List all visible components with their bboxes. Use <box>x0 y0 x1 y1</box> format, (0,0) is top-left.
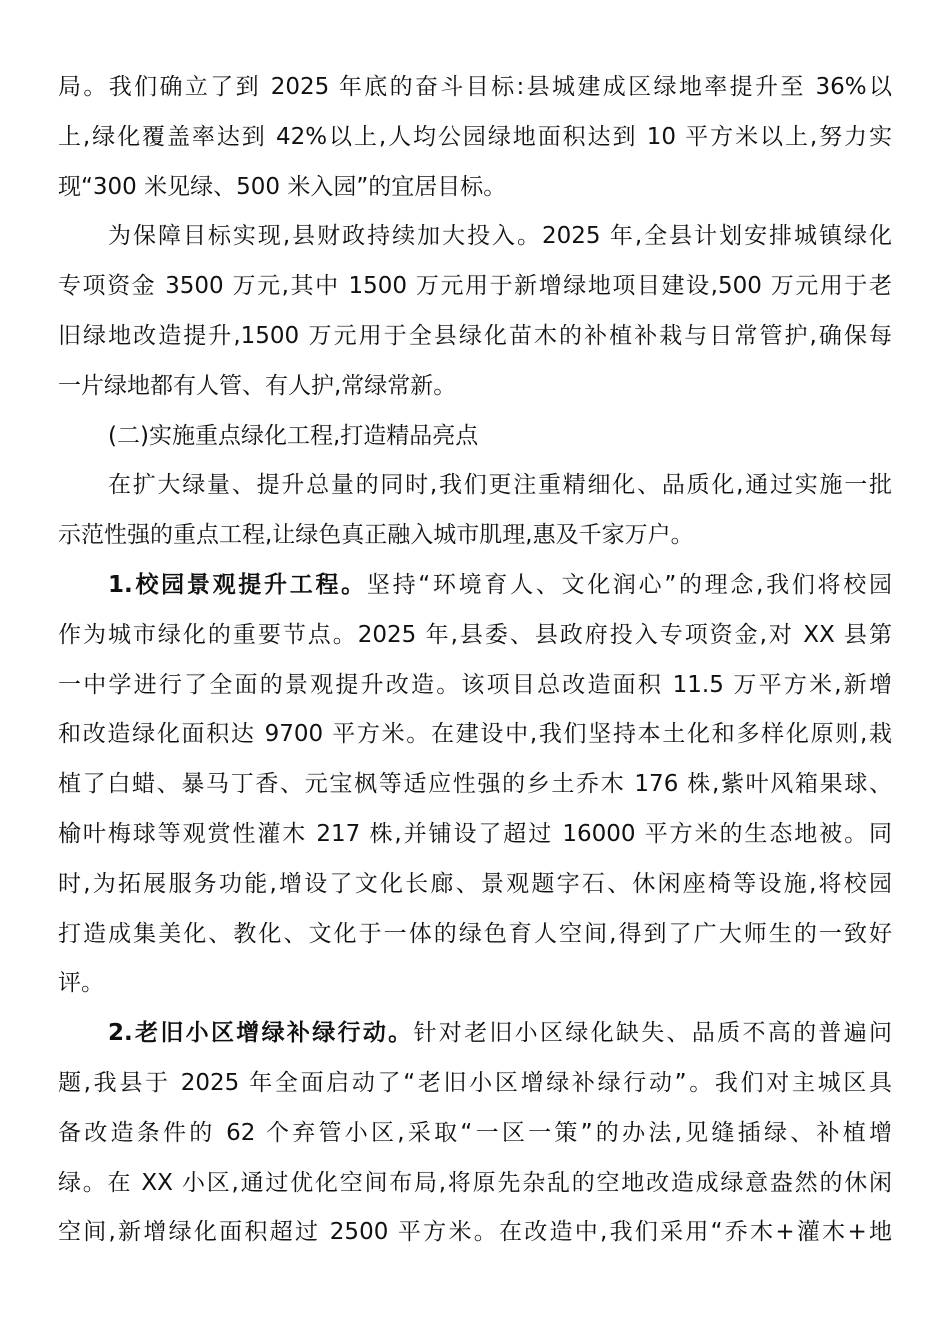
text-line: 时,为拓展服务功能,增设了文化长廊、景观题字石、休闲座椅等设施,将校园 <box>58 870 892 897</box>
item-lead-rest: 针对老旧小区绿化缺失、品质不高的普遍问 <box>413 1020 893 1047</box>
text-line: 示范性强的重点工程,让绿色真正融入城市肌理,惠及千家万户。 <box>58 522 694 549</box>
text-line: 植了白蜡、暴马丁香、元宝枫等适应性强的乡土乔木 176 株,紫叶风箱果球、 <box>58 771 892 798</box>
text-line: 一中学进行了全面的景观提升改造。该项目总改造面积 11.5 万平方米,新增 <box>58 671 892 698</box>
text-line: 和改造绿化面积达 9700 平方米。在建设中,我们坚持本土化和多样化原则,栽 <box>58 721 892 748</box>
item-lead-rest: 坚持“环境育人、文化润心”的理念,我们将校园 <box>366 571 892 598</box>
item-lead-title: 1.校园景观提升工程。 <box>108 571 367 598</box>
text-line: 一片绿地都有人管、有人护,常绿常新。 <box>58 372 457 399</box>
text-line: 绿。在 XX 小区,通过优化空间布局,将原先杂乱的空地改造成绿意盎然的休闲 <box>58 1169 892 1196</box>
text-line: 上,绿化覆盖率达到 42%以上,人均公园绿地面积达到 10 平方米以上,努力实 <box>58 123 892 150</box>
paragraph-community-project <box>58 1009 892 1258</box>
text-line: 打造成集美化、教化、文化于一体的绿色育人空间,得到了广大师生的一致好 <box>58 920 892 947</box>
paragraph-goals <box>58 63 892 212</box>
item-lead-title: 2.老旧小区增绿补绿行动。 <box>108 1020 414 1047</box>
text-line: 榆叶梅球等观赏性灌木 217 株,并铺设了超过 16000 平方米的生态地被。同 <box>58 820 892 847</box>
text-line: 专项资金 3500 万元,其中 1500 万元用于新增绿地项目建设,500 万元用于老 <box>58 273 892 300</box>
text-line: 局。我们确立了到 2025 年底的奋斗目标:县城建成区绿地率提升至 36%以 <box>58 74 892 100</box>
text-line: 旧绿地改造提升,1500 万元用于全县绿化苗木的补植补栽与日常管护,确保每 <box>58 322 892 349</box>
text-line: 空间,新增绿化面积超过 2500 平方米。在改造中,我们采用“乔木+灌木+地 <box>58 1219 892 1246</box>
document-page <box>58 63 892 1258</box>
text-line <box>58 561 892 611</box>
text-line <box>58 1009 892 1059</box>
text-line: 为保障目标实现,县财政持续加大投入。2025 年,全县计划安排城镇绿化 <box>108 223 892 250</box>
text-line: 备改造条件的 62 个弃管小区,采取“一区一策”的办法,见缝插绿、补植增 <box>58 1119 892 1146</box>
heading-text: (二)实施重点绿化工程,打造精品亮点 <box>108 422 479 449</box>
text-line: 在扩大绿量、提升总量的同时,我们更注重精细化、品质化,通过实施一批 <box>108 472 892 499</box>
paragraph-intro <box>58 461 892 561</box>
paragraph-campus-project <box>58 561 892 1009</box>
section-heading <box>58 412 892 462</box>
paragraph-funding <box>58 212 892 411</box>
text-line: 题,我县于 2025 年全面启动了“老旧小区增绿补绿行动”。我们对主城区具 <box>58 1069 892 1096</box>
text-line: 评。 <box>58 970 104 997</box>
text-line: 现“300 米见绿、500 米入园”的宜居目标。 <box>58 173 507 200</box>
text-line: 作为城市绿化的重要节点。2025 年,县委、县政府投入专项资金,对 XX 县第 <box>58 621 892 648</box>
